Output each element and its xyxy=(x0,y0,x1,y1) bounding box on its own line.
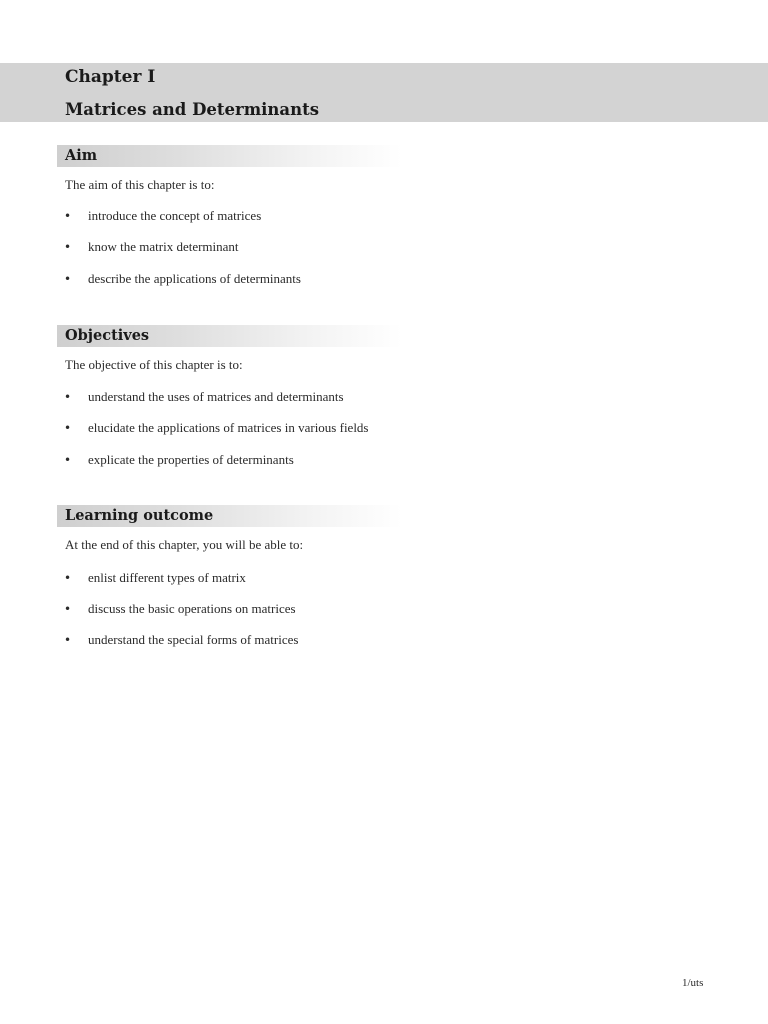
list-item-text: discuss the basic operations on matrices xyxy=(88,601,296,616)
list-item xyxy=(0,239,600,255)
bullet-icon: • xyxy=(64,571,72,585)
list-item xyxy=(0,420,600,436)
list-item-text: explicate the properties of determinants xyxy=(88,452,294,467)
objectives-section-header xyxy=(57,325,402,347)
bullet-icon: • xyxy=(64,633,72,647)
aim-heading: Aim xyxy=(65,147,98,164)
bullet-icon: • xyxy=(64,209,72,223)
list-item xyxy=(0,452,600,468)
bullet-icon: • xyxy=(64,390,72,404)
list-item-text: understand the uses of matrices and determinants xyxy=(88,389,344,404)
aim-section-header xyxy=(57,145,402,167)
list-item xyxy=(0,208,600,224)
list-item-text: enlist different types of matrix xyxy=(88,570,246,585)
list-item-text: understand the special forms of matrices xyxy=(88,632,299,647)
bullet-icon: • xyxy=(64,602,72,616)
chapter-title: Matrices and Determinants xyxy=(65,100,320,119)
bullet-icon: • xyxy=(64,272,72,286)
bullet-icon: • xyxy=(64,453,72,467)
objectives-heading: Objectives xyxy=(65,327,150,344)
list-item xyxy=(0,601,600,617)
learning-outcome-intro: At the end of this chapter, you will be able to: xyxy=(65,537,304,552)
list-item-text: elucidate the applications of matrices in various fields xyxy=(88,420,369,435)
list-item-text: introduce the concept of matrices xyxy=(88,208,262,223)
list-item-text: describe the applications of determinants xyxy=(88,271,301,286)
learning-outcome-section-header xyxy=(57,505,402,527)
chapter-label: Chapter I xyxy=(65,67,156,87)
page-number: 1/uts xyxy=(682,977,704,989)
objectives-intro: The objective of this chapter is to: xyxy=(65,357,243,372)
learning-outcome-heading: Learning outcome xyxy=(65,507,214,524)
list-item xyxy=(0,570,600,586)
aim-intro: The aim of this chapter is to: xyxy=(65,177,215,192)
list-item xyxy=(0,632,600,648)
bullet-icon: • xyxy=(64,240,72,254)
list-item xyxy=(0,271,600,287)
bullet-icon: • xyxy=(64,421,72,435)
list-item-text: know the matrix determinant xyxy=(88,239,239,254)
list-item xyxy=(0,389,600,405)
